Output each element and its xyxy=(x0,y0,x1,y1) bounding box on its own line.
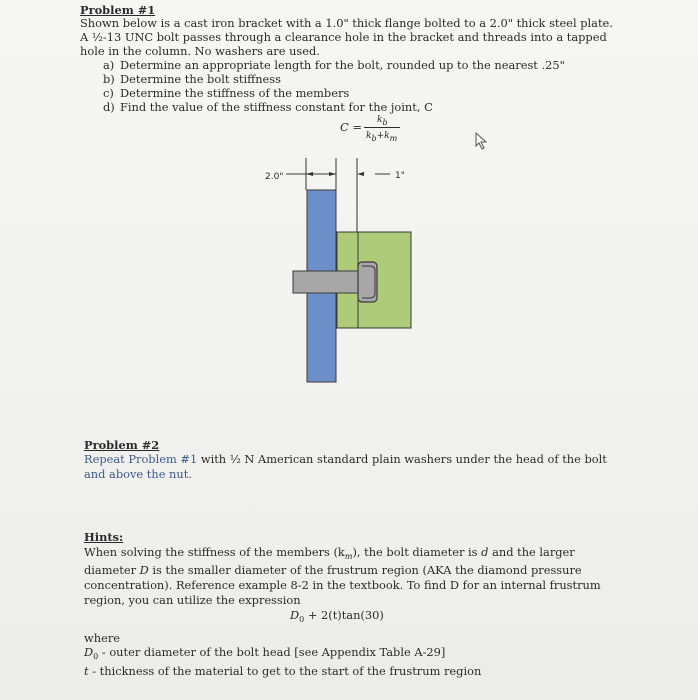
task-a-text: Determine an appropriate length for the bolt, rounded up to the nearest .25" xyxy=(120,58,565,72)
hints-line-3: concentration). Reference example 8-2 in the textbook. To find D for an internal frustrum xyxy=(84,578,601,592)
task-b-letter: b) xyxy=(103,72,115,86)
hints-heading: Hints: xyxy=(84,530,124,544)
bolt-shank xyxy=(293,271,359,293)
formula-lhs: C = xyxy=(340,120,362,134)
problem1-intro-line-3: hole in the column. No washers are used. xyxy=(80,44,320,58)
hints-definition-d0: $D_0$ - outer diameter of the bolt head [see Appendix Table A-29] xyxy=(84,645,446,661)
problem2-line-2: and above the nut. xyxy=(84,467,192,481)
task-d-letter: d) xyxy=(103,100,115,114)
problem1-heading: Problem #1 xyxy=(80,3,156,17)
problem1-intro-line-1: Shown below is a cast iron bracket with a 1.0" thick flange bolted to a 2.0" thick steel plate. xyxy=(80,16,613,30)
task-d-text: Find the value of the stiffness constant for the joint, C xyxy=(120,100,433,114)
problem1-intro-line-2: A ½-13 UNC bolt passes through a clearance hole in the bracket and threads into a tapped xyxy=(80,30,607,44)
problem2-line-1: Repeat Problem #1 with ½ N American standard plain washers under the head of the bolt xyxy=(84,452,607,466)
hints-definition-t: t - thickness of the material to get to the start of the frustrum region xyxy=(84,664,482,678)
hints-where: where xyxy=(84,631,121,645)
formula-denominator: kb+km xyxy=(366,131,398,143)
dimension-label-2in: 2.0" xyxy=(265,172,284,182)
hints-line-4: region, you can utilize the expression xyxy=(84,593,301,607)
dimension-label-1in: 1" xyxy=(395,171,405,181)
task-a-letter: a) xyxy=(103,58,115,72)
frustrum-expression: $D_0 + 2(t)\tan(30)$ xyxy=(290,608,384,624)
task-c-text: Determine the stiffness of the members xyxy=(120,86,350,100)
hints-line-1: When solving the stiffness of the members $(k_m)$, the bolt diameter is d and the larger xyxy=(84,545,575,561)
problem2-heading: Problem #2 xyxy=(84,438,160,452)
task-b-text: Determine the bolt stiffness xyxy=(120,72,281,86)
task-c-letter: c) xyxy=(103,86,114,100)
formula-numerator: kb xyxy=(377,115,388,127)
hints-line-2: diameter D is the smaller diameter of the frustrum region (AKA the diamond pressure xyxy=(84,563,582,577)
